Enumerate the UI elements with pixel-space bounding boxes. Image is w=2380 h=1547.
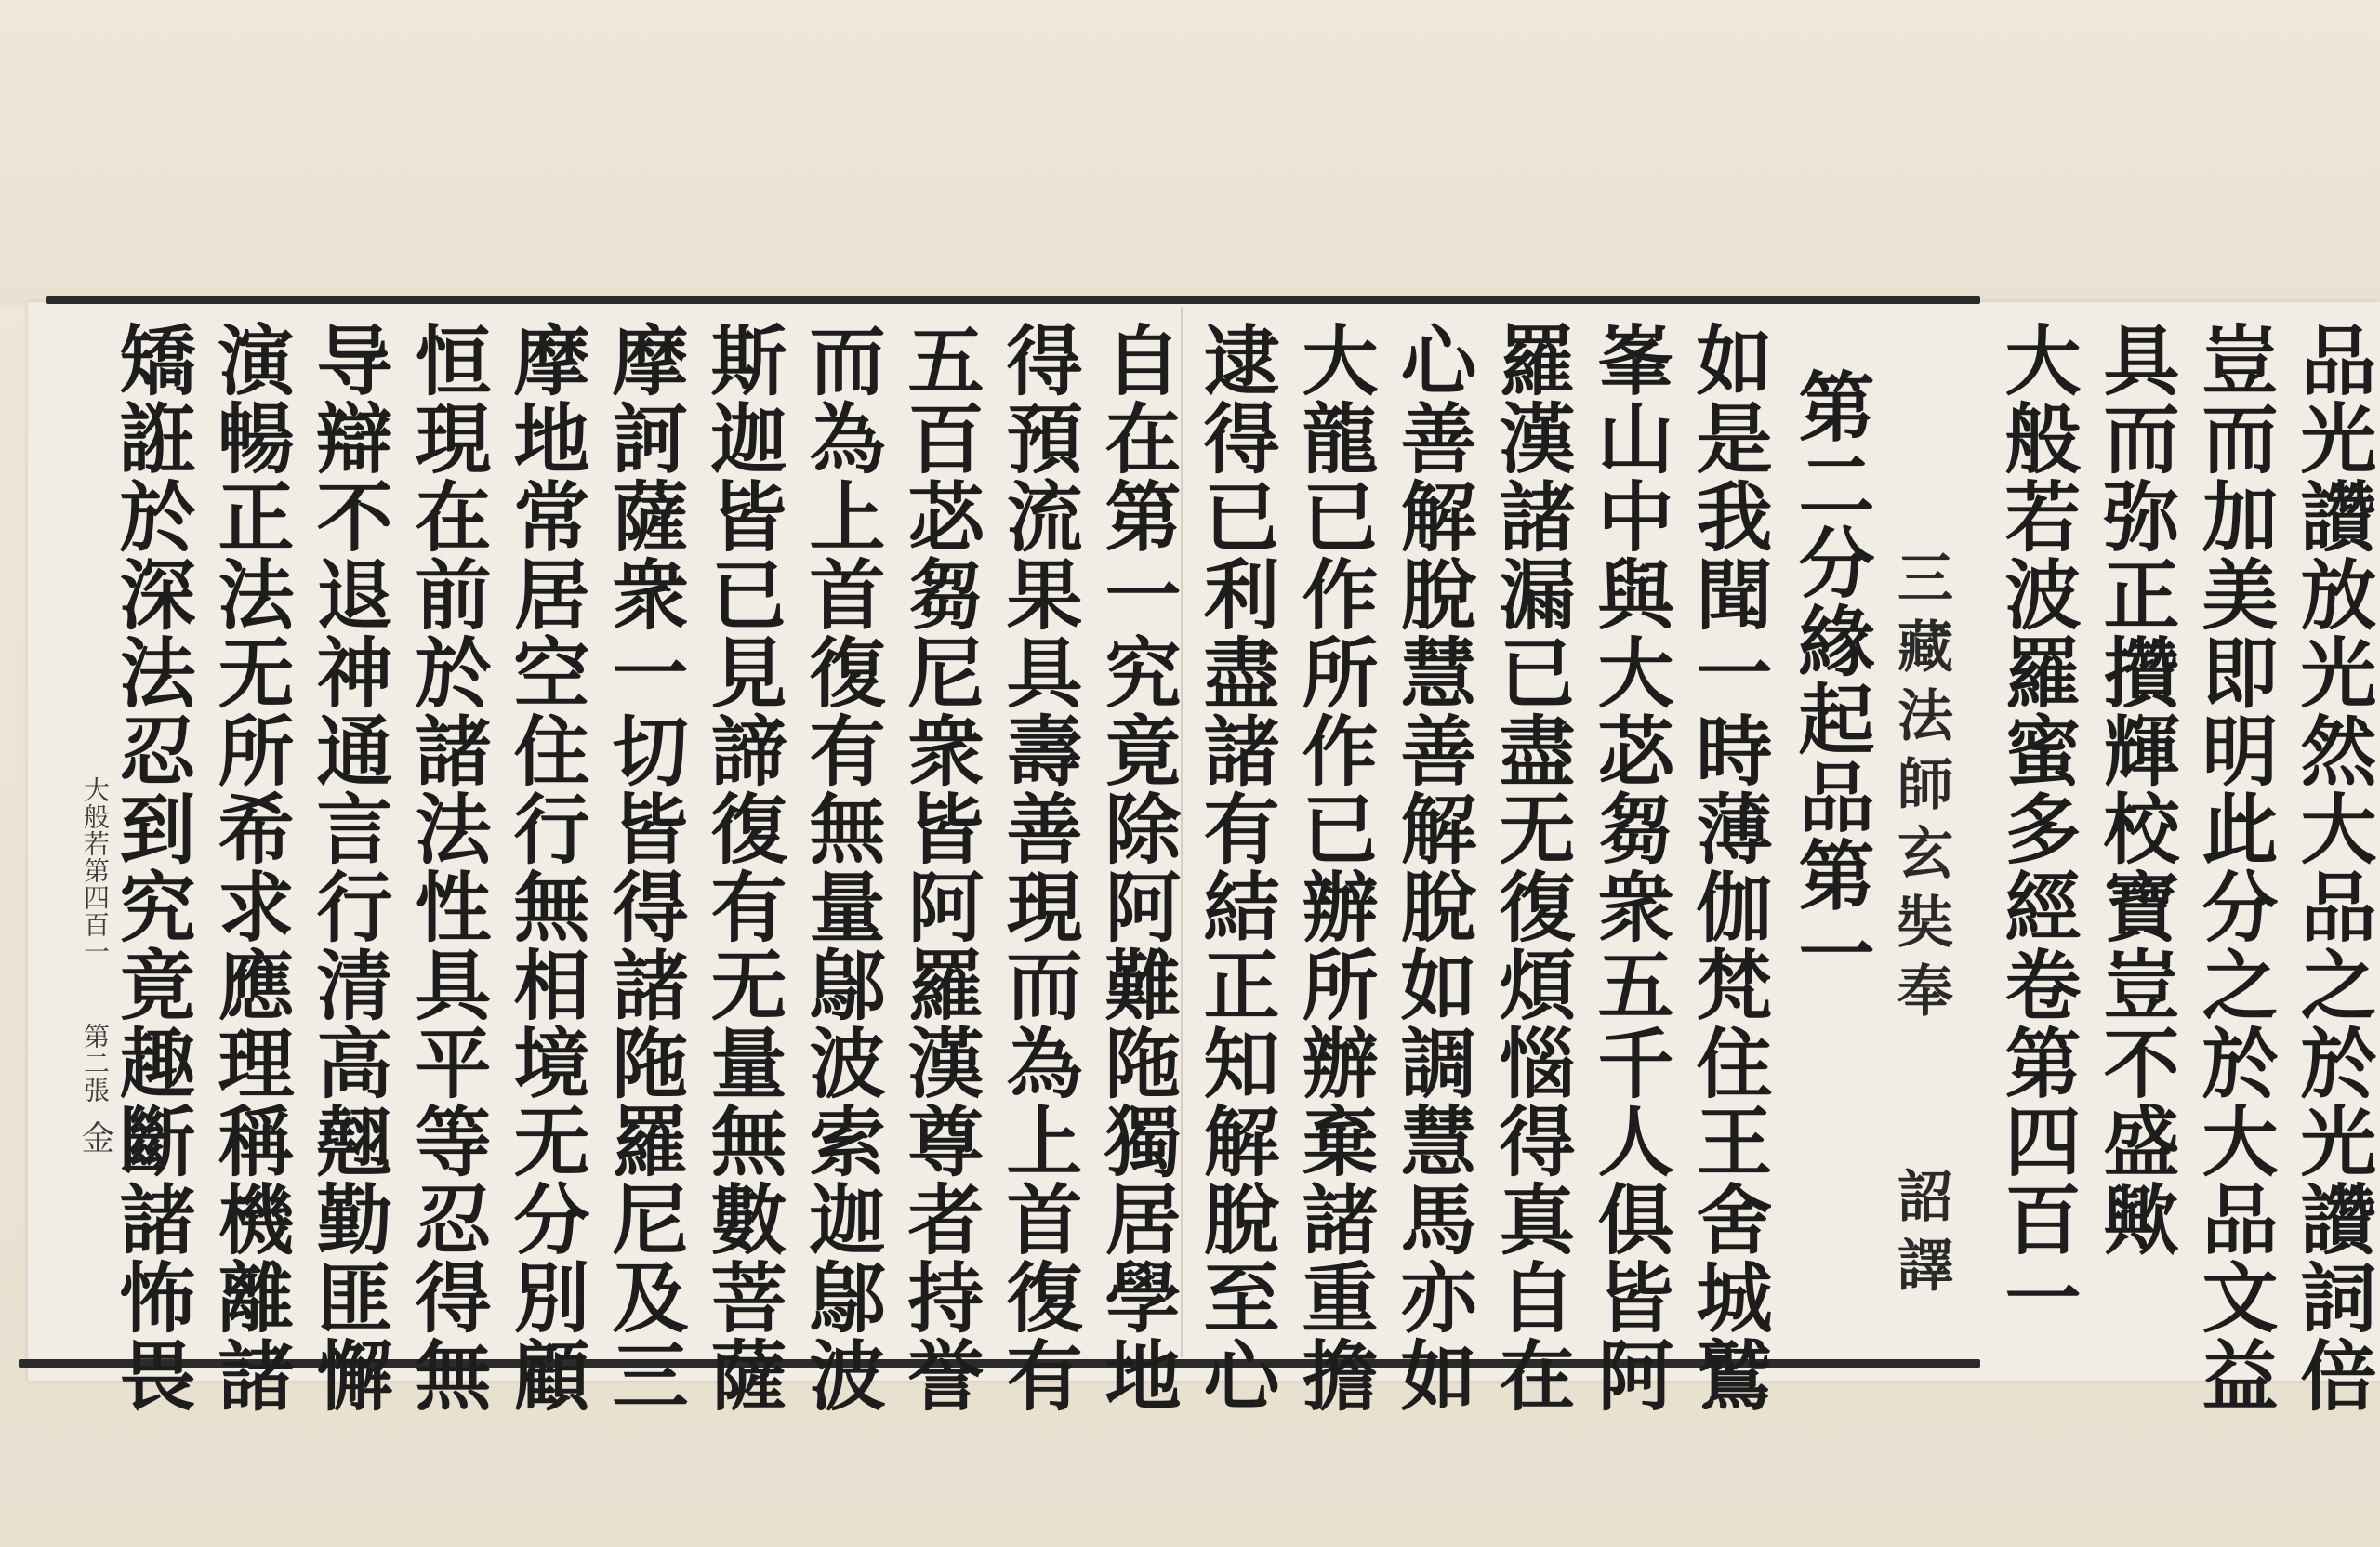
text-column-23: 演暢正法无所希求應理稱機離諸 (205, 321, 295, 1414)
text-column-2: 豈而加美即明此分之於大品文益 (2189, 321, 2279, 1414)
text-column-14: 自在第一究竟除阿難陁獨居學地 (1092, 321, 1182, 1414)
text-column-10: 羅漢諸漏已盡无復煩惱得真自在 (1487, 321, 1576, 1414)
imperial-order: 詔譯 (1888, 1167, 1953, 1304)
text-column-1: 品光讚放光然大品之於光讚詞倍 (2288, 321, 2377, 1414)
sutra-title-column: 大般若波羅蜜多經卷第四百一 (1992, 321, 2082, 1336)
text-column-20: 摩地常居空住行無相境无分別顧 (501, 321, 590, 1414)
margin-carver-mark: 金 (76, 1120, 114, 1156)
previous-sheet-edge (0, 0, 2380, 307)
text-column-11: 心善解脫慧善解脫如調慧馬亦如 (1388, 321, 1477, 1414)
text-column-16: 五百苾芻尼衆皆阿羅漢尊者持誉 (895, 321, 985, 1414)
text-column-22: 导辯不退神通言行清高翹勤匪懈 (304, 321, 393, 1414)
text-column-17: 而為上首復有無量鄔波索迦鄔波 (797, 321, 886, 1414)
text-column-8: 如是我聞一時薄伽梵住王舍城鷲 (1684, 321, 1773, 1414)
translator-credit: 三藏法師玄奘奉 (1888, 549, 1953, 1030)
margin-title: 大般若第四百一 (80, 776, 111, 965)
text-column-13: 逮得已利盡諸有結正知解脫至心 (1191, 321, 1280, 1414)
text-column-15: 得預流果具壽善現而為上首復有 (994, 321, 1083, 1414)
text-column-18: 斯迦皆已見諦復有无量無數菩薩 (698, 321, 787, 1414)
text-column-21: 恒現在前於諸法性具平等忍得無 (403, 321, 492, 1414)
text-column-9: 峯山中與大苾芻衆五千人俱皆阿 (1585, 321, 1674, 1414)
chapter-heading: 第二分緣起品第一 (1786, 367, 1875, 992)
text-column-19: 摩訶薩衆一切皆得諸陁羅尼及三 (600, 321, 689, 1414)
top-border-line (46, 296, 1980, 304)
text-column-24: 矯誑於深法忍到究竟趣斷諸怖畏 (107, 321, 196, 1414)
margin-sheet-number: 第二張 (80, 1023, 111, 1104)
text-column-12: 大龍已作所作已辦所辦棄諸重擔 (1289, 321, 1379, 1414)
text-column-3: 具而弥正攢輝校寶豈不盛歟 (2091, 321, 2180, 1258)
